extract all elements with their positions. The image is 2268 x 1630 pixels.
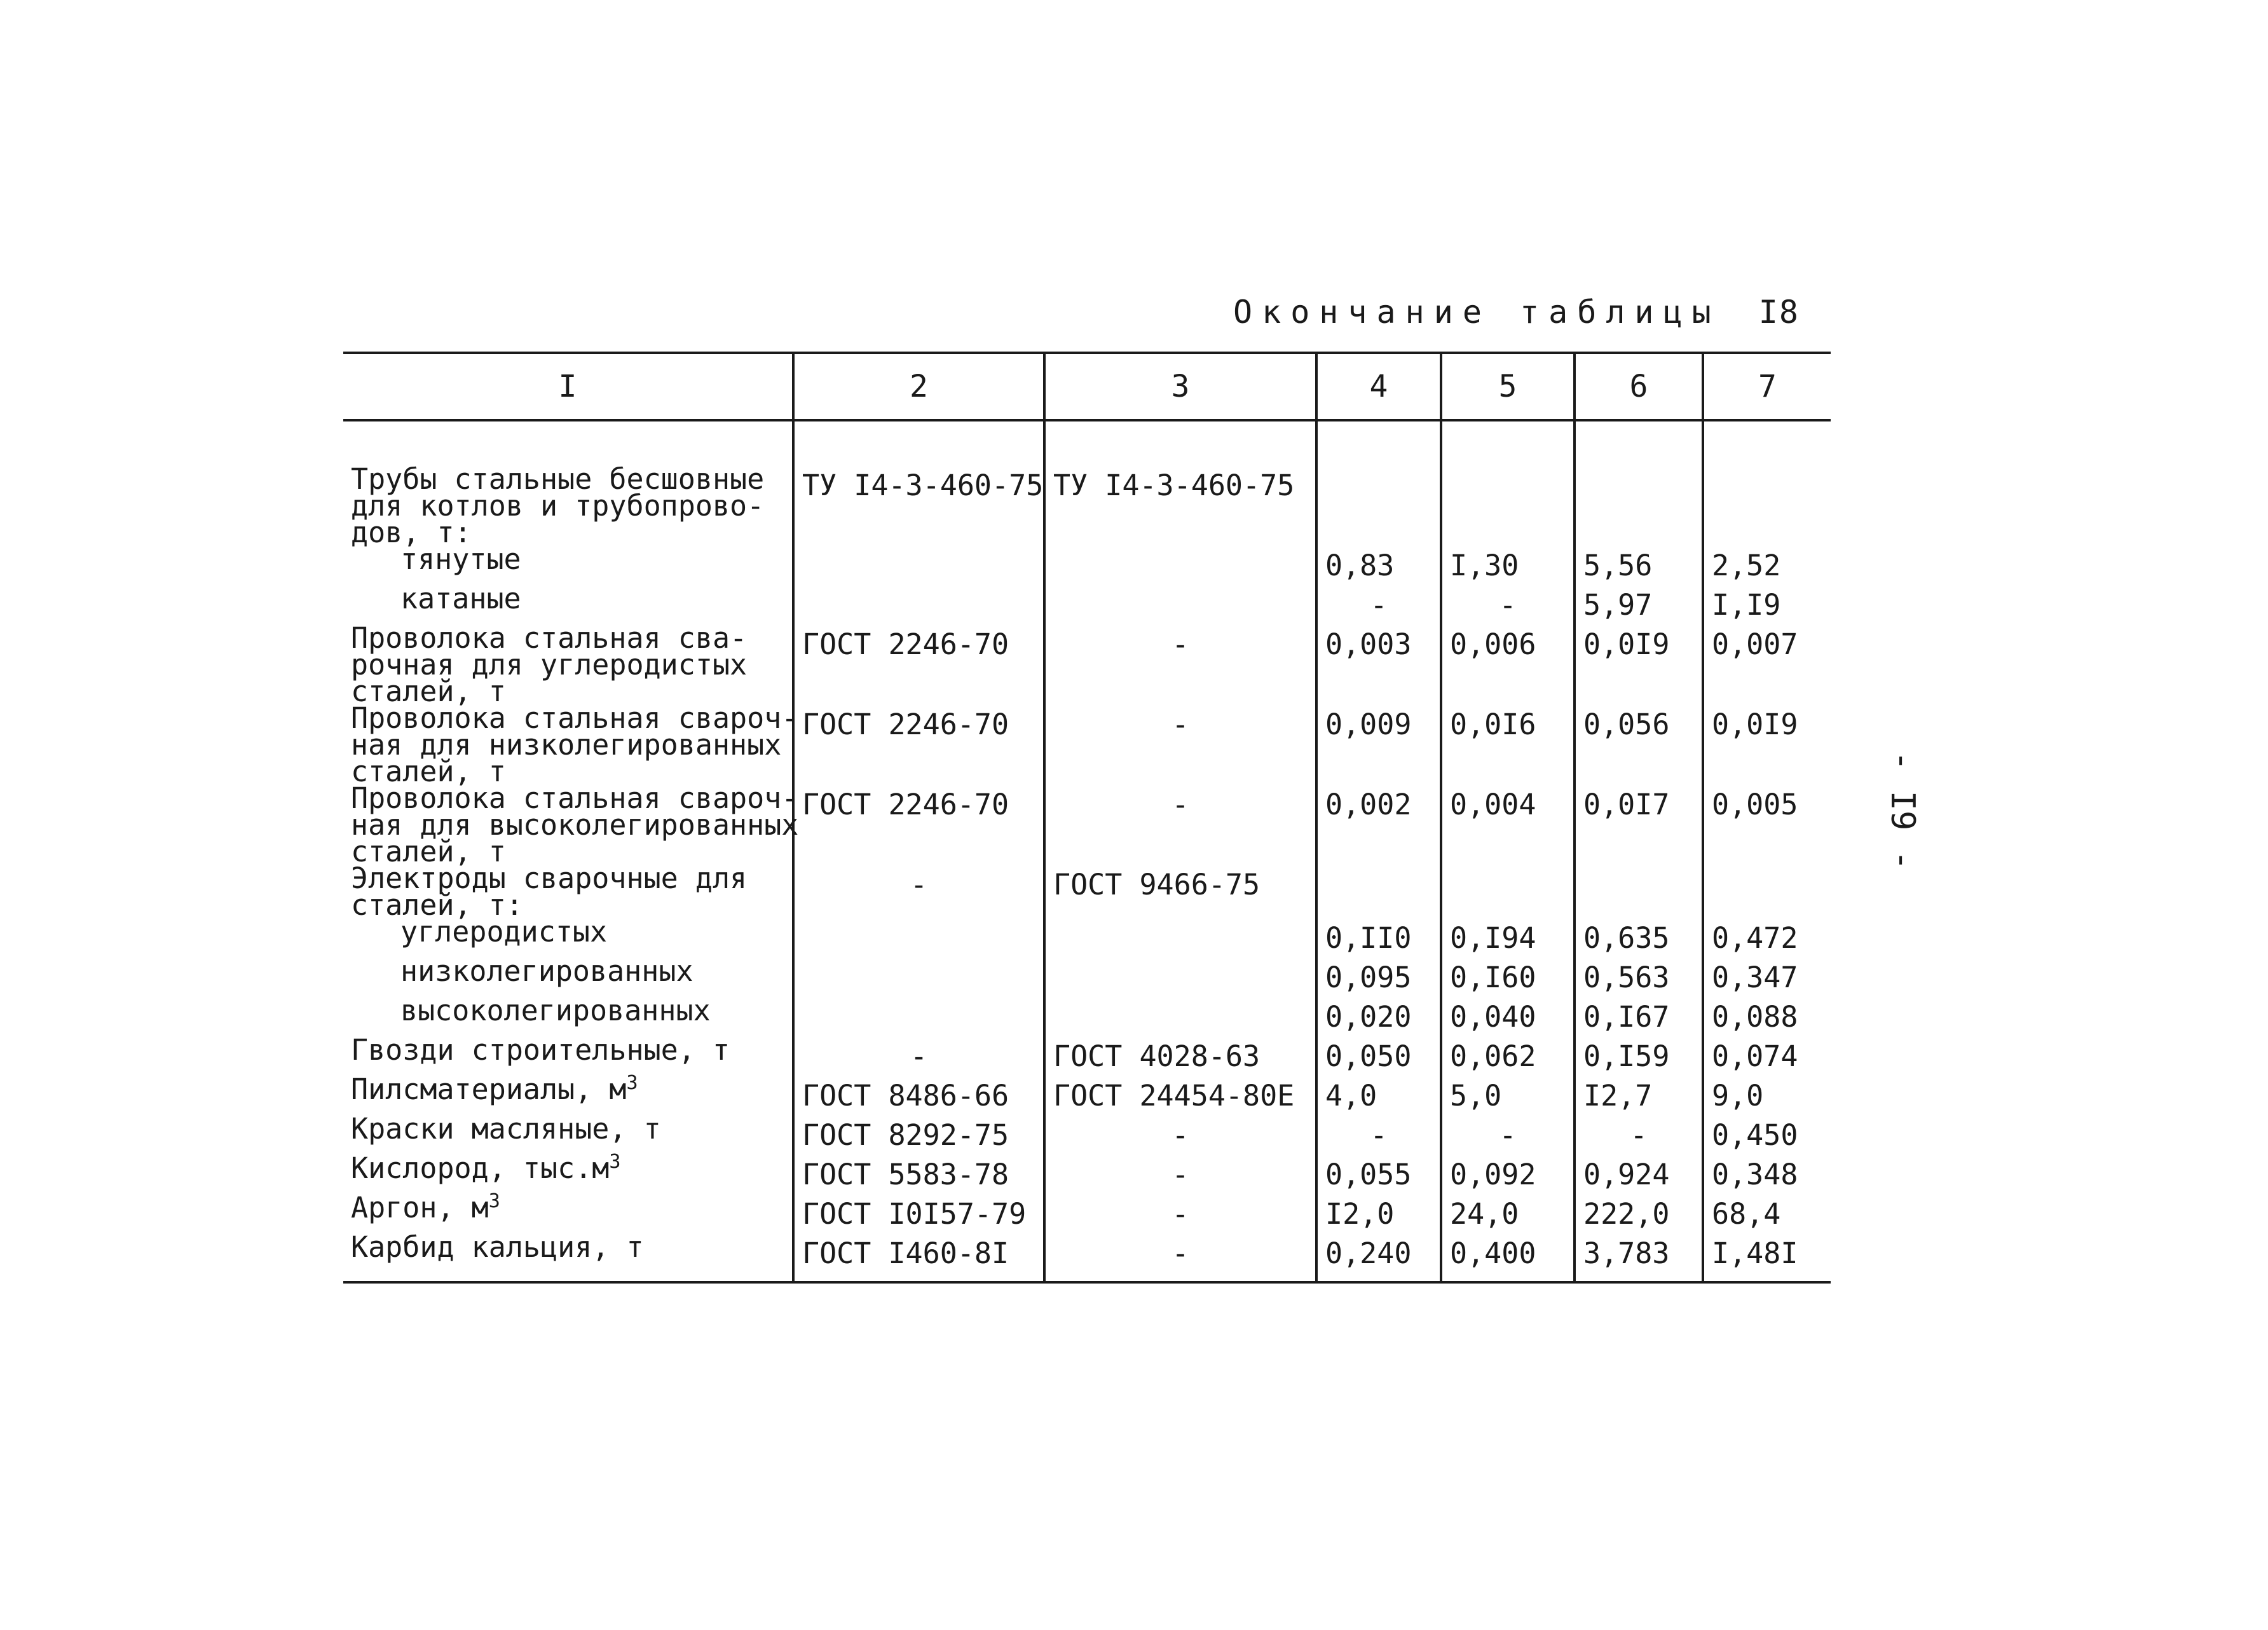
value-cell: 0,83 (1316, 546, 1441, 586)
standard-cell: ГОСТ 5583-78 (793, 1155, 1044, 1195)
standard-cell: ГОСТ I0I57-79 (793, 1195, 1044, 1234)
material-name-line: углеродистых (400, 915, 608, 949)
material-name-line: низколегированных (400, 954, 693, 988)
standard-cell: - (793, 865, 1044, 919)
material-name-cell (343, 861, 793, 922)
value-cell: 0,050 (1316, 1037, 1441, 1076)
value-cell: 0,347 (1703, 958, 1831, 997)
value-cell: 0,092 (1441, 1155, 1575, 1195)
value-cell (1575, 466, 1703, 546)
table-row (343, 705, 1831, 785)
standard-cell: ГОСТ 4028-63 (1044, 1037, 1316, 1076)
standard-cell (793, 997, 1044, 1037)
value-cell: - (1316, 586, 1441, 625)
table-row (343, 586, 1831, 625)
material-name-cell (343, 994, 793, 1037)
value-cell: 0,020 (1316, 997, 1441, 1037)
value-cell (1441, 865, 1575, 919)
value-cell: 5,56 (1575, 546, 1703, 586)
material-name-cell (343, 915, 793, 958)
standard-cell: ТУ I4-3-460-75 (1044, 466, 1316, 546)
value-cell: 0,563 (1575, 958, 1703, 997)
column-header: 4 (1316, 353, 1441, 420)
standard-cell: - (1044, 705, 1316, 785)
column-header: 2 (793, 353, 1044, 420)
value-cell: 0,I59 (1575, 1037, 1703, 1076)
material-name-cell (343, 582, 793, 625)
standard-cell (1044, 919, 1316, 958)
material-name-line: Трубы стальные бесшовные (351, 462, 765, 496)
material-name-line: дов, т: (351, 516, 472, 549)
table-row (343, 625, 1831, 705)
value-cell: 0,I94 (1441, 919, 1575, 958)
value-cell: 0,088 (1703, 997, 1831, 1037)
table-row (343, 1155, 1831, 1195)
value-cell: I,I9 (1703, 586, 1831, 625)
value-cell: 0,I67 (1575, 997, 1703, 1037)
value-cell (1703, 466, 1831, 546)
standard-cell: ГОСТ 8292-75 (793, 1116, 1044, 1155)
value-cell: 0,400 (1441, 1234, 1575, 1282)
standard-cell: ТУ I4-3-460-75 (793, 466, 1044, 546)
value-cell: 9,0 (1703, 1076, 1831, 1116)
table-row (343, 1116, 1831, 1155)
value-cell: - (1575, 1116, 1703, 1155)
material-name-cell (343, 621, 793, 708)
table-row (343, 1195, 1831, 1234)
material-name-line: ная для низколегированных (351, 728, 782, 762)
materials-table (343, 352, 1831, 1284)
standard-cell (793, 586, 1044, 625)
standard-cell: - (1044, 1155, 1316, 1195)
value-cell: 0,240 (1316, 1234, 1441, 1282)
material-name-line: Гвозди строительные, т (351, 1033, 730, 1067)
value-cell (1441, 466, 1575, 546)
standard-cell: ГОСТ 2246-70 (793, 625, 1044, 705)
value-cell: 0,0I9 (1575, 625, 1703, 705)
standard-cell: - (1044, 785, 1316, 865)
value-cell: 0,009 (1316, 705, 1441, 785)
value-cell: 0,005 (1703, 785, 1831, 865)
column-header: 5 (1441, 353, 1575, 420)
unit-exponent: 3 (488, 1190, 500, 1212)
standard-cell: ГОСТ I460-8I (793, 1234, 1044, 1282)
material-name-line: сталей, т (351, 755, 506, 788)
material-name-cell (343, 1033, 793, 1076)
value-cell: 0,0I9 (1703, 705, 1831, 785)
material-name-line: ная для высоколегированных (351, 808, 799, 842)
material-name-cell (343, 1151, 793, 1195)
material-name-cell (343, 1112, 793, 1155)
material-name-line (351, 1190, 784, 1224)
material-name-line: рочная для углеродистых (351, 648, 748, 681)
material-name-cell (343, 954, 793, 997)
value-cell: 0,056 (1575, 705, 1703, 785)
standard-cell (1044, 586, 1316, 625)
value-cell: 0,062 (1441, 1037, 1575, 1076)
value-cell: 0,095 (1316, 958, 1441, 997)
material-name-line: катаные (400, 582, 521, 615)
value-cell: 0,040 (1441, 997, 1575, 1037)
material-name-cell (343, 781, 799, 868)
standard-cell: - (1044, 1195, 1316, 1234)
caption-text: Окончание таблицы (1233, 294, 1721, 331)
value-cell: 0,006 (1441, 625, 1575, 705)
column-header: I (343, 353, 793, 420)
value-cell: 0,924 (1575, 1155, 1703, 1195)
table-row (343, 997, 1831, 1037)
standard-cell: - (1044, 1116, 1316, 1155)
material-name-line: Проволока стальная свароч- (351, 781, 799, 815)
material-name-line (351, 1151, 784, 1185)
standard-cell: ГОСТ 9466-75 (1044, 865, 1316, 919)
value-cell: 0,II0 (1316, 919, 1441, 958)
value-cell: 0,0I7 (1575, 785, 1703, 865)
column-header: 6 (1575, 353, 1703, 420)
table-row (343, 865, 1831, 919)
material-name-line: сталей, т (351, 835, 506, 868)
value-cell: 24,0 (1441, 1195, 1575, 1234)
standard-cell: - (1044, 625, 1316, 705)
material-name-cell (343, 1190, 793, 1234)
standard-cell (793, 919, 1044, 958)
table-row (343, 1234, 1831, 1282)
material-name-line: Краски масляные, т (351, 1112, 661, 1146)
standard-cell (1044, 997, 1316, 1037)
value-cell: 0,472 (1703, 919, 1831, 958)
value-cell: I2,0 (1316, 1195, 1441, 1234)
standard-cell (1044, 546, 1316, 586)
value-cell: 0,450 (1703, 1116, 1831, 1155)
value-cell: 68,4 (1703, 1195, 1831, 1234)
value-cell: 2,52 (1703, 546, 1831, 586)
standard-cell: ГОСТ 2246-70 (793, 785, 1044, 865)
material-name-cell (343, 542, 793, 586)
material-name-line: Карбид кальция, т (351, 1230, 644, 1264)
material-name-line: сталей, т: (351, 888, 523, 922)
value-cell: 0,007 (1703, 625, 1831, 705)
standard-cell (1044, 958, 1316, 997)
value-cell: I,30 (1441, 546, 1575, 586)
standard-cell: ГОСТ 2246-70 (793, 705, 1044, 785)
value-cell: 0,348 (1703, 1155, 1831, 1195)
material-name-line: Электроды сварочные для (351, 861, 748, 895)
value-cell: 0,004 (1441, 785, 1575, 865)
standard-cell: - (1044, 1234, 1316, 1282)
material-name-line (351, 1072, 784, 1106)
standard-cell: ГОСТ 8486-66 (793, 1076, 1044, 1116)
table-body (343, 420, 1831, 1282)
page-number: - I9 - (1883, 751, 1922, 870)
material-name-line: для котлов и трубопрово- (351, 489, 765, 523)
table-row (343, 1076, 1831, 1116)
value-cell: I,48I (1703, 1234, 1831, 1282)
material-name-text: Кислород, тыс.м (351, 1151, 610, 1185)
standard-cell (793, 546, 1044, 586)
table-spacer-row (343, 420, 1831, 466)
material-name-text: Аргон, м (351, 1191, 489, 1224)
value-cell: - (1316, 1116, 1441, 1155)
value-cell: 0,074 (1703, 1037, 1831, 1076)
material-name-line: сталей, т (351, 675, 506, 708)
value-cell: 3,783 (1575, 1234, 1703, 1282)
table-caption (1233, 294, 1800, 331)
column-header: 7 (1703, 353, 1831, 420)
table-row (343, 958, 1831, 997)
standard-cell (793, 958, 1044, 997)
value-cell (1316, 865, 1441, 919)
header-row (343, 353, 1831, 420)
value-cell (1575, 865, 1703, 919)
table-row (343, 1037, 1831, 1076)
value-cell: 0,003 (1316, 625, 1441, 705)
material-name-line: Проволока стальная свароч- (351, 701, 799, 735)
value-cell: 0,I60 (1441, 958, 1575, 997)
value-cell: 4,0 (1316, 1076, 1441, 1116)
value-cell: 5,0 (1441, 1076, 1575, 1116)
value-cell: 0,055 (1316, 1155, 1441, 1195)
value-cell: - (1441, 586, 1575, 625)
value-cell: - (1441, 1116, 1575, 1155)
value-cell: 0,0I6 (1441, 705, 1575, 785)
unit-exponent: 3 (609, 1151, 621, 1173)
value-cell (1316, 466, 1441, 546)
table-number: I8 (1758, 294, 1800, 331)
table-row (343, 466, 1831, 546)
standard-cell: - (793, 1037, 1044, 1076)
material-name-cell (343, 1072, 793, 1116)
value-cell: 0,635 (1575, 919, 1703, 958)
standard-cell: ГОСТ 24454-80Е (1044, 1076, 1316, 1116)
material-name-line: тянутые (400, 542, 521, 576)
material-name-cell (343, 1230, 793, 1282)
unit-exponent: 3 (626, 1072, 638, 1094)
material-name-text: Пилсматериалы, м (351, 1072, 627, 1106)
material-name-cell (343, 462, 793, 549)
value-cell (1703, 865, 1831, 919)
value-cell: 5,97 (1575, 586, 1703, 625)
material-name-line: высоколегированных (400, 994, 711, 1027)
value-cell: 0,002 (1316, 785, 1441, 865)
table-row (343, 785, 1831, 865)
column-header: 3 (1044, 353, 1316, 420)
table-row (343, 919, 1831, 958)
material-name-line: Проволока стальная сва- (351, 621, 748, 655)
material-name-cell (343, 701, 799, 788)
value-cell: 222,0 (1575, 1195, 1703, 1234)
value-cell: I2,7 (1575, 1076, 1703, 1116)
table-row (343, 546, 1831, 586)
